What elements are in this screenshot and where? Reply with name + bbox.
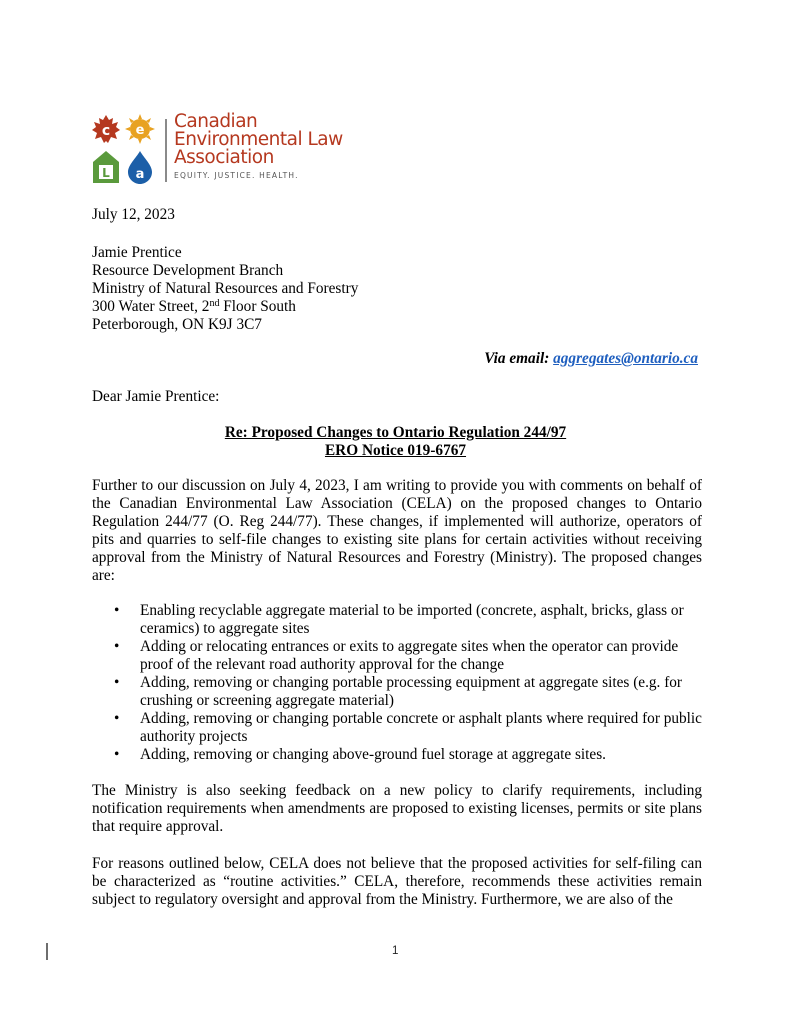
recipient-ministry: Ministry of Natural Resources and Forestry [92,280,359,297]
list-item-text: Enabling recyclable aggregate material to be imported (concrete, asphalt, bricks, glass or ceramics) to aggregate sites [140,602,684,637]
logo-name-line-3: Association [174,147,274,168]
list-item-text: Adding or relocating entrances or exits to aggregate sites when the operator can provide proof of the relevant road authority approval for the change [140,638,679,673]
re-subject: Re: Proposed Changes to Ontario Regulation 244/97 [224,424,567,441]
letter-date: July 12, 2023 [92,206,175,223]
recipient-branch: Resource Development Branch [92,262,284,279]
re-line-1 [0,424,791,442]
bullet-icon: • [114,674,120,691]
list-item-text: Adding, removing or changing portable concrete or asphalt plants where required for public authority projects [140,710,702,745]
water-drop-icon [128,151,152,184]
house-icon [93,151,119,183]
logo-wordmark [174,113,343,180]
logo-tagline: EQUITY. JUSTICE. HEALTH. [174,171,299,180]
policy-paragraph: The Ministry is also seeking feedback on a new policy to clarify requirements, including notification requirements when amendments are proposed to existing licenses, permits or site plans that require approval. [92,782,702,835]
list-item-text: Adding, removing or changing above-ground fuel storage at aggregate sites. [140,746,606,763]
bullet-icon: • [114,746,120,763]
logo-letter-e: e [135,123,145,138]
sun-icon [125,114,155,144]
logo-letter-l: L [102,166,110,180]
re-line-2 [0,442,791,460]
text-cursor-marker [46,943,48,960]
ero-notice: ERO Notice 019-6767 [324,442,467,459]
email-link[interactable]: aggregates@ontario.ca [553,350,698,367]
salutation: Dear Jamie Prentice: [92,388,220,405]
cela-logo [92,113,352,185]
page-number: 1 [392,945,399,957]
list-item [92,674,702,710]
recipient-street [92,298,296,316]
recipient-city: Peterborough, ON K9J 3C7 [92,316,262,333]
list-item [92,602,702,638]
street-floor: Floor South [219,298,296,315]
intro-paragraph: Further to our discussion on July 4, 2023, I am writing to provide you with comments on behalf of the Canadian Environmental Law Association (CELA) on the proposed changes to Ontario Regulation 244/77 (O. Reg 244/77). These changes, if implemented will authorize, operators of pits and quarries to self-file changes to existing site plans for certain activities without receiving approval from the Ministry of Natural Resources and Forestry (Ministry). The proposed changes are: [92,477,702,584]
logo-name-line-1: Canadian [174,111,258,132]
bullet-icon: • [114,710,120,727]
proposed-changes-list [92,602,702,764]
bullet-icon: • [114,602,120,619]
list-item [92,638,702,674]
via-email-line [484,350,698,368]
recipient-name: Jamie Prentice [92,244,182,261]
logo-name-line-2: Environmental Law [174,129,343,150]
maple-leaf-icon [92,115,120,143]
street-number: 300 Water Street, 2 [92,298,210,315]
logo-letter-c: c [101,123,111,139]
ordinal-suffix: nd [209,298,220,309]
via-email-label: Via email: [484,350,554,367]
list-item-text: Adding, removing or changing portable processing equipment at aggregate sites (e.g. for crushing or screening aggregate material) [140,674,683,709]
logo-icons [92,113,156,185]
logo-letter-a: a [135,167,145,182]
list-item [92,746,702,764]
bullet-icon: • [114,638,120,655]
logo-divider [165,119,167,182]
list-item [92,710,702,746]
reasons-paragraph: For reasons outlined below, CELA does not believe that the proposed activities for self-filing can be characterized as “routine activities.” CELA, therefore, recommends these activities remain subject to regulatory oversight and approval from the Ministry. Furthermore, we are also of the [92,855,702,908]
